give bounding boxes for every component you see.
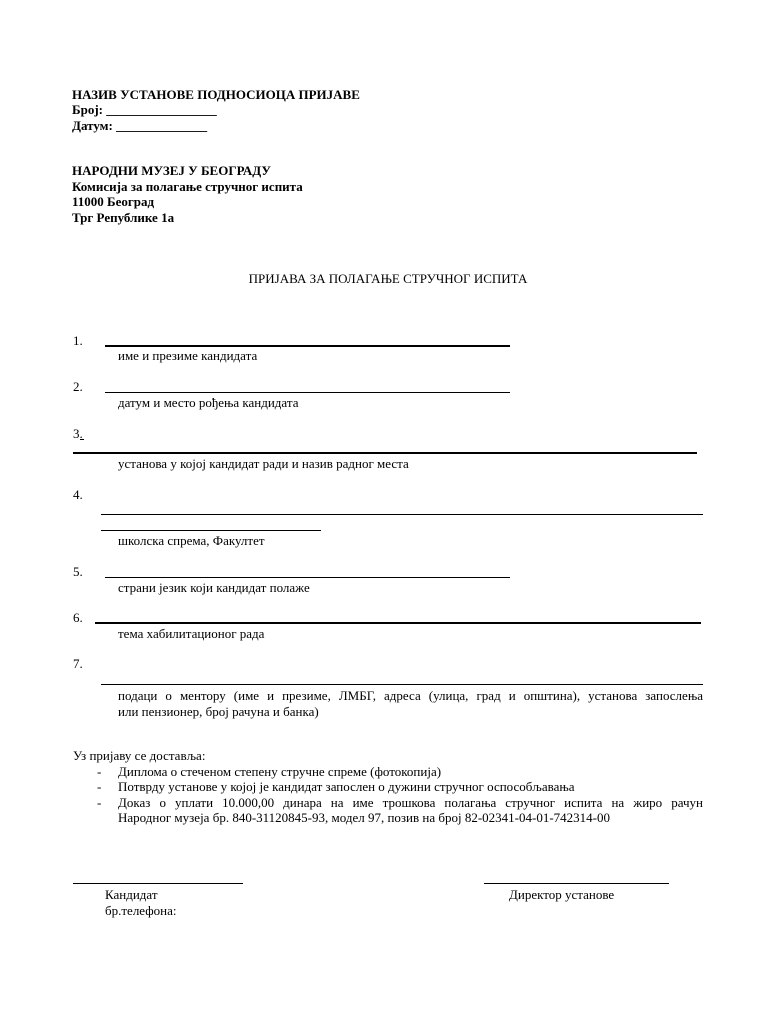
field-number-7: 7. bbox=[73, 656, 83, 671]
attachment-bullet-3: - bbox=[97, 795, 102, 810]
field-caption-4: школска спрема, Факултет bbox=[118, 533, 265, 548]
field-number-3: 3. bbox=[73, 426, 83, 441]
recipient-city: 11000 Београд bbox=[72, 194, 155, 209]
field-number-3-underline bbox=[80, 439, 84, 440]
field-number-1: 1. bbox=[73, 333, 83, 348]
field-input-2[interactable] bbox=[105, 392, 510, 393]
attachment-bullet-2: - bbox=[97, 779, 102, 794]
field-number-5: 5. bbox=[73, 564, 83, 579]
candidate-signature-line[interactable] bbox=[73, 883, 243, 884]
director-label: Директор установе bbox=[509, 887, 615, 902]
institution-title: НАЗИВ УСТАНОВЕ ПОДНОСИОЦА ПРИЈАВЕ bbox=[72, 87, 360, 102]
field-caption-7-line1: подаци о ментору (име и презиме, ЛМБГ, адреса (улица, град и општина), установа запослења bbox=[118, 688, 703, 703]
field-number-6: 6. bbox=[73, 610, 83, 625]
field-input-1[interactable] bbox=[105, 345, 510, 347]
field-number-4: 4. bbox=[73, 487, 83, 502]
director-signature-line[interactable] bbox=[484, 883, 669, 884]
field-caption-7-line2: или пензионер, број рачуна и банка) bbox=[118, 704, 319, 719]
field-caption-5: страни језик који кандидат полаже bbox=[118, 580, 310, 595]
attachment-item-2: Потврду установе у којој је кандидат запослен о дужини стручног оспособљавања bbox=[118, 779, 575, 794]
field-input-4a[interactable] bbox=[101, 514, 703, 515]
field-caption-3: установа у којој кандидат ради и назив радног места bbox=[118, 456, 409, 471]
date-field[interactable]: Датум: ______________ bbox=[72, 118, 208, 133]
attachments-intro: Уз пријаву се доставља: bbox=[73, 748, 206, 763]
field-input-7[interactable] bbox=[101, 684, 703, 685]
recipient-commission: Комисија за полагање стручног испита bbox=[72, 179, 303, 194]
field-number-2: 2. bbox=[73, 379, 83, 394]
attachment-bullet-1: - bbox=[97, 764, 102, 779]
phone-label: бр.телефона: bbox=[105, 903, 177, 918]
field-input-3[interactable] bbox=[73, 452, 697, 454]
field-input-6[interactable] bbox=[95, 622, 701, 624]
attachment-item-1: Диплома о стеченом степену стручне спреме (фотокопија) bbox=[118, 764, 442, 779]
field-caption-2: датум и место рођења кандидата bbox=[118, 395, 299, 410]
recipient-name: НАРОДНИ МУЗЕЈ У БЕОГРАДУ bbox=[72, 163, 271, 178]
field-caption-6: тема хабилитационог рада bbox=[118, 626, 265, 641]
field-input-4b[interactable] bbox=[101, 530, 321, 531]
candidate-label: Кандидат bbox=[105, 887, 158, 902]
form-title: ПРИЈАВА ЗА ПОЛАГАЊЕ СТРУЧНОГ ИСПИТА bbox=[248, 271, 528, 286]
attachment-item-3-line2: Народног музеја бр. 840-31120845-93, модел 97, позив на број 82-02341-04-01-742314-00 bbox=[118, 810, 611, 825]
recipient-address: Трг Републике 1а bbox=[72, 210, 175, 225]
number-field[interactable]: Број: _________________ bbox=[72, 102, 217, 117]
field-caption-1: име и презиме кандидата bbox=[118, 348, 258, 363]
field-input-5[interactable] bbox=[105, 577, 510, 578]
attachment-item-3-line1: Доказ о уплати 10.000,00 динара на име трошкова полагања стручног испита на жиро рачун bbox=[118, 795, 703, 810]
